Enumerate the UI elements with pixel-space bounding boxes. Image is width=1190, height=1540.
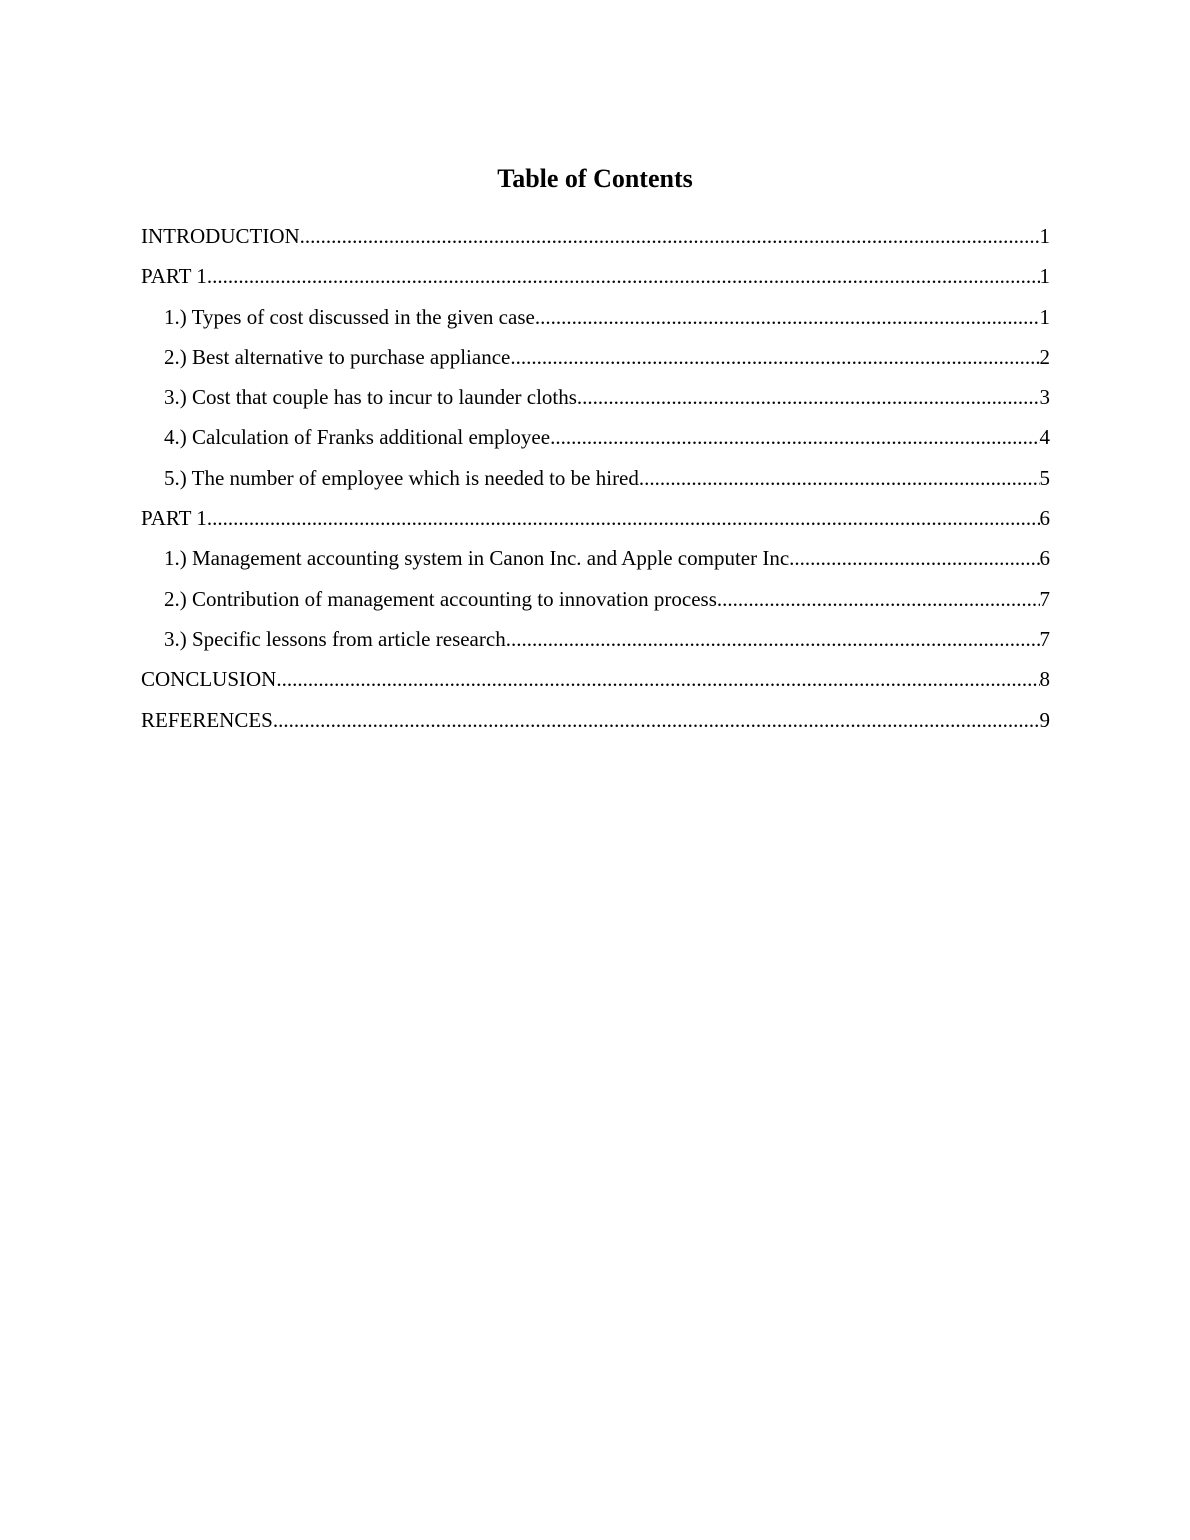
toc-dot-leader [577,381,1040,413]
toc-entry-part-1[interactable] [141,260,1050,300]
toc-page-number: 1 [1039,264,1050,289]
toc-list [141,220,1050,744]
toc-dot-leader [207,260,1040,292]
toc-dot-leader [550,421,1039,453]
toc-page-number: 8 [1039,667,1050,692]
toc-entry-label: 2.) Best alternative to purchase appliance [164,344,511,369]
toc-entry-best-alternative[interactable] [141,341,1050,381]
toc-dot-leader [510,341,1039,373]
toc-page-number: 7 [1039,626,1050,651]
toc-entry-conclusion[interactable] [141,663,1050,703]
toc-entry-label: 3.) Cost that couple has to incur to launder cloths [164,385,577,410]
toc-entry-label: CONCLUSION [141,667,277,692]
toc-entry-label: 4.) Calculation of Franks additional employee [164,425,551,450]
toc-dot-leader [276,663,1039,695]
toc-entry-launder-cost[interactable] [141,381,1050,421]
toc-entry-employees-to-hire[interactable] [141,462,1050,502]
toc-entry-references[interactable] [141,704,1050,744]
toc-entry-part-1-second[interactable] [141,502,1050,542]
toc-page-number: 9 [1039,707,1050,732]
toc-entry-label: PART 1 [141,264,207,289]
toc-entry-management-accounting-system[interactable] [141,542,1050,582]
toc-dot-leader [794,542,1039,574]
toc-page-number: 4 [1039,425,1050,450]
toc-entry-label: 1.) Types of cost discussed in the given case [164,304,535,329]
toc-page-number: 6 [1039,506,1050,531]
toc-entry-label: 5.) The number of employee which is needed to be hired [164,465,639,490]
toc-entry-introduction[interactable] [141,220,1050,260]
toc-entry-label: 1.) Management accounting system in Canon Inc. and Apple computer Inc. [164,546,795,571]
toc-dot-leader [207,502,1040,534]
toc-page-number: 7 [1039,586,1050,611]
toc-entry-specific-lessons[interactable] [141,623,1050,663]
toc-dot-leader [300,220,1040,252]
toc-page-number: 1 [1039,304,1050,329]
toc-page-number: 2 [1039,344,1050,369]
toc-entry-label: INTRODUCTION [141,224,300,248]
toc-entry-label: PART 1 [141,506,207,531]
toc-page-number: 5 [1039,465,1050,490]
page-title: Table of Contents [497,164,693,193]
toc-page-number: 3 [1039,385,1050,410]
toc-entry-contribution-innovation[interactable] [141,583,1050,623]
toc-page-number: 1 [1039,224,1050,248]
toc-entry-label: 2.) Contribution of management accounting to innovation process [164,586,717,611]
toc-entry-types-of-cost[interactable] [141,301,1050,341]
toc-entry-label: REFERENCES [141,707,273,732]
toc-page-number: 6 [1039,546,1050,571]
toc-dot-leader [639,462,1040,494]
toc-dot-leader [717,583,1040,615]
toc-dot-leader [506,623,1040,655]
toc-entry-additional-employee[interactable] [141,421,1050,461]
toc-entry-label: 3.) Specific lessons from article research [164,626,506,651]
toc-dot-leader [535,301,1040,333]
toc-dot-leader [273,704,1040,736]
